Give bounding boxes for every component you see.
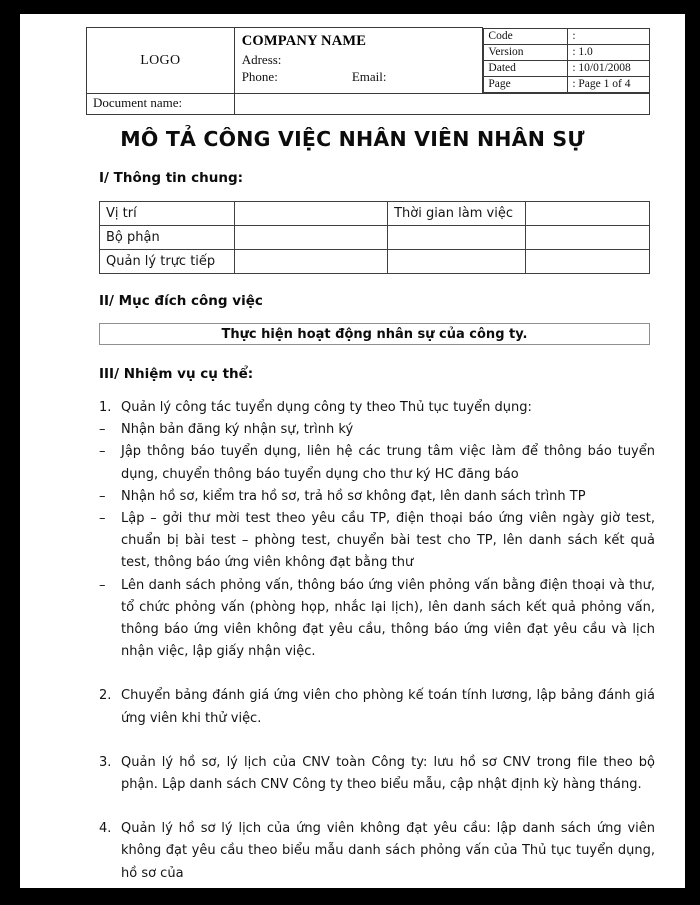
table-row [100, 250, 650, 274]
list-marker: 1. [99, 400, 112, 415]
list-item-text: Nhận bản đăng ký nhận sự, trình ký [121, 422, 354, 438]
info-value-direct-manager[interactable] [234, 250, 387, 274]
document-name-label: Document name: [87, 94, 235, 115]
list-marker: – [99, 577, 106, 593]
info-label-row3-extra[interactable] [388, 250, 526, 274]
meta-key-version: Version [484, 44, 568, 60]
document-meta-cell [483, 28, 650, 94]
document-name-value [234, 94, 649, 115]
meta-row-page [484, 77, 649, 93]
meta-value-version: : 1.0 [568, 44, 649, 60]
list-item [99, 818, 655, 885]
info-label-direct-manager: Quản lý trực tiếp [100, 250, 235, 274]
company-address-label: Adress: [241, 52, 282, 68]
list-marker: – [99, 488, 106, 504]
list-marker: – [99, 444, 106, 460]
meta-value-dated: : 10/01/2008 [568, 60, 649, 76]
list-item-text: Quản lý hồ sơ, lý lịch của CNV toàn Công ty: lưu hồ sơ CNV trong file theo bộ phận. Lập danh sách CNV Công ty theo biểu mẫu, cập nhật định kỳ hàng tháng. [121, 754, 655, 793]
list-item-text: Nhận hồ sơ, kiểm tra hồ sơ, trả hồ sơ không đạt, lên danh sách trình TP [121, 488, 586, 504]
list-marker: – [99, 422, 106, 438]
table-row [100, 226, 650, 250]
company-name: COMPANY NAME [241, 33, 367, 49]
table-row [100, 202, 650, 226]
meta-grid [483, 28, 649, 94]
duties-list [99, 397, 655, 885]
meta-row-code [484, 28, 649, 44]
list-marker: 4. [99, 821, 112, 837]
list-item [99, 441, 655, 485]
company-phone-label: Phone: [241, 69, 278, 85]
list-item-text: Chuyển bảng đánh giá ứng viên cho phòng kế toán tính lương, lập bảng đánh giá ứng viên khi thử việc. [121, 688, 655, 726]
meta-row-version [484, 44, 649, 60]
info-value-department[interactable] [234, 226, 387, 250]
info-label-department: Bộ phận [100, 226, 235, 250]
info-value-position[interactable] [234, 202, 387, 226]
meta-key-page: Page [484, 77, 568, 93]
list-gap [99, 663, 655, 685]
general-info-grid [99, 201, 650, 274]
list-marker: 2. [99, 688, 112, 704]
info-value-working-time[interactable] [525, 202, 649, 226]
list-item [99, 752, 655, 796]
page-sheet [20, 14, 685, 888]
section-heading-general-info: I/ Thông tin chung: [99, 170, 244, 186]
company-contact-line [242, 68, 483, 85]
list-item-text: Quản lý hồ sơ lý lịch của ứng viên không đạt yêu cầu: lập danh sách ứng viên không đạt yêu cầu theo biểu mẫu danh sách phỏng vấn của Thủ tục tuyển dụng, hồ sơ của [121, 821, 655, 881]
section-heading-job-purpose: II/ Mục đích công việc [99, 293, 263, 309]
list-item [99, 685, 655, 729]
page-title: MÔ TẢ CÔNG VIỆC NHÂN VIÊN NHÂN SỰ [120, 127, 585, 151]
list-item [99, 575, 655, 664]
meta-value-page: : Page 1 of 4 [568, 77, 649, 93]
info-label-position: Vị trí [100, 202, 235, 226]
list-marker: – [99, 511, 106, 527]
meta-row-dated [484, 60, 649, 76]
list-gap [99, 730, 655, 752]
meta-key-code: Code [484, 28, 568, 44]
list-item-text: Lên danh sách phỏng vấn, thông báo ứng viên phỏng vấn bằng điện thoại và thư, tổ chức phỏng vấn (phòng họp, nhắc lại lịch), lên danh sách kết quả phỏng vấn, thông báo ứng viên không đạt yêu cầu, thông báo ứng viên đạt yêu cầu và lịch nhận việc, lập giấy nhận việc. [121, 577, 655, 660]
header-grid [86, 27, 650, 115]
info-label-working-time: Thời gian làm việc [388, 202, 526, 226]
list-item [99, 397, 655, 419]
list-item-text: Quản lý công tác tuyển dụng công ty theo Thủ tục tuyển dụng: [121, 400, 532, 415]
list-item-text: Lập – gởi thư mời test theo yêu cầu TP, điện thoại báo ứng viên ngày giờ test, chuẩn bị bài test – phòng test, chuyển bài test cho TP, lên danh sách kết quả test, thông báo ứng viên không đạt bằng thư [121, 511, 655, 571]
meta-key-dated: Dated [484, 60, 568, 76]
company-info-cell [234, 28, 483, 94]
company-email-label: Email: [351, 69, 387, 85]
info-value-row2-extra[interactable] [525, 226, 649, 250]
section-heading-specific-duties: III/ Nhiệm vụ cụ thể: [99, 366, 254, 382]
job-purpose-text: Thực hiện hoạt động nhân sự của công ty. [221, 326, 528, 342]
list-item [99, 419, 655, 441]
info-label-row2-extra[interactable] [388, 226, 526, 250]
list-item [99, 508, 655, 575]
header-main-row [87, 28, 650, 94]
logo-cell: LOGO [87, 28, 235, 94]
document-header-table [86, 27, 650, 115]
general-info-table [99, 201, 650, 274]
list-item-text: Jập thông báo tuyển dụng, liên hệ các trung tâm việc làm để thông báo tuyển dụng, chuyển thông báo tuyển dụng cho thư ký HC đăng báo [121, 444, 655, 482]
list-item [99, 486, 655, 508]
header-document-name-row [87, 94, 650, 115]
job-purpose-box [99, 323, 650, 345]
meta-value-code: : [568, 28, 649, 44]
list-gap [99, 796, 655, 818]
info-value-row3-extra[interactable] [525, 250, 649, 274]
list-marker: 3. [99, 754, 112, 770]
